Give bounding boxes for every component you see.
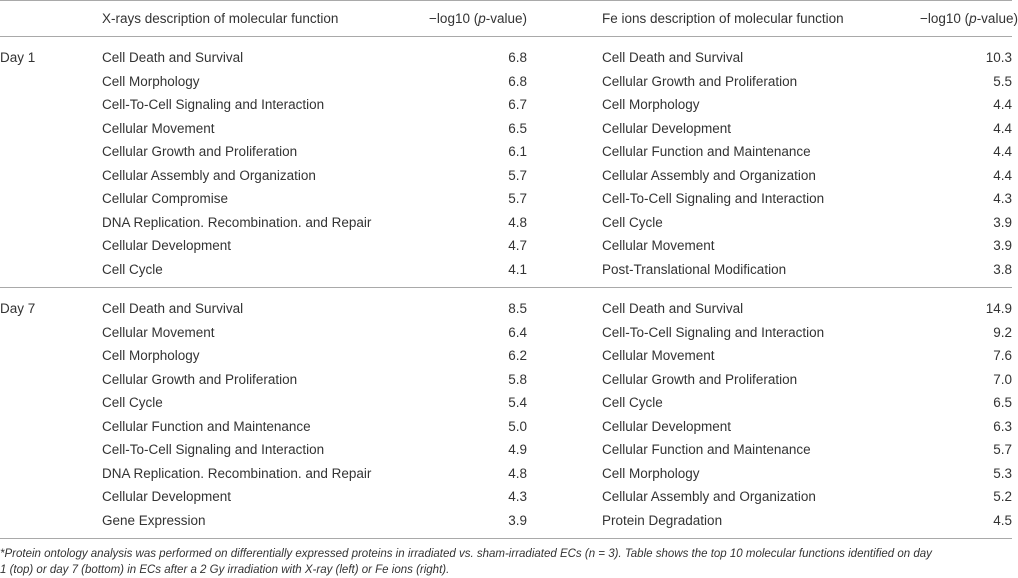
xray-function-cell: Cellular Compromise [102,191,229,207]
fe-value-cell: 4.4 [993,97,1012,113]
fe-function-cell: Cellular Growth and Proliferation [602,73,798,89]
fe-function-cell: Post-Translational Modification [602,261,787,277]
header-xray-value-text: −log10 (p-value) [429,11,527,26]
day-group [0,288,1012,539]
footnote-line-1: *Protein ontology analysis was performed on differentially expressed proteins in irradiated vs. sham-irradiated ECs (n = 3). Table shows the top 10 molecular functions identified on day [0,548,932,560]
xray-function-cell: Cellular Assembly and Organization [102,167,316,183]
day-group [0,37,1012,288]
day-label-cell [0,509,102,539]
fe-function-cell: Protein Degradation [602,512,723,528]
day-label-cell [0,438,102,462]
fe-function-cell: Cellular Assembly and Organization [602,489,816,505]
table-row [0,37,1012,70]
xray-value-cell: 4.7 [508,238,527,254]
day-label-cell [0,258,102,288]
xray-function-cell: DNA Replication. Recombination. and Repair [102,465,372,481]
day-label-cell [0,485,102,509]
table-row [0,391,1012,415]
xray-function-cell: Cellular Growth and Proliferation [102,371,298,387]
xray-function-cell: Cellular Growth and Proliferation [102,144,298,160]
spacer-cell [527,288,602,321]
day-label-cell [0,234,102,258]
spacer-cell [527,391,602,415]
xray-value-cell: 6.8 [508,73,527,89]
fe-function-cell: Cell Cycle [602,214,663,230]
header-xray-value [417,1,527,37]
fe-value-cell: 4.4 [993,144,1012,160]
day-label-cell [0,368,102,392]
day-label-cell [0,117,102,141]
day-label-cell [0,164,102,188]
fe-value-cell: 6.3 [993,418,1012,434]
fe-value-cell: 3.9 [993,238,1012,254]
table-footnote [0,546,1012,578]
xray-value-cell: 6.7 [508,97,527,113]
table-row [0,288,1012,321]
xray-value-cell: 5.7 [508,167,527,183]
xray-value-cell: 8.5 [508,301,527,317]
fe-function-cell: Cell-To-Cell Signaling and Interaction [602,191,825,207]
table-row [0,485,1012,509]
xray-function-cell: DNA Replication. Recombination. and Repair [102,214,372,230]
fe-value-cell: 7.0 [993,371,1012,387]
spacer-cell [527,438,602,462]
fe-value-cell: 4.4 [993,167,1012,183]
table-row [0,438,1012,462]
spacer-cell [527,234,602,258]
spacer-cell [527,117,602,141]
day-label-cell [0,93,102,117]
table-row [0,140,1012,164]
fe-value-cell: 4.3 [993,191,1012,207]
xray-function-cell: Cell-To-Cell Signaling and Interaction [102,442,325,458]
day-label-cell [0,187,102,211]
day-label-cell [0,415,102,439]
table-row [0,117,1012,141]
xray-value-cell: 6.4 [508,324,527,340]
fe-value-cell: 4.5 [993,512,1012,528]
header-fe-value [920,1,1018,37]
xray-function-cell: Cell-To-Cell Signaling and Interaction [102,97,325,113]
table-row [0,509,1012,539]
fe-value-cell: 5.7 [993,442,1012,458]
fe-value-cell: 3.9 [993,214,1012,230]
fe-function-cell: Cellular Function and Maintenance [602,144,811,160]
xray-value-cell: 5.4 [508,395,527,411]
xray-value-cell: 4.9 [508,442,527,458]
fe-function-cell: Cellular Assembly and Organization [602,167,816,183]
header-spacer [527,1,602,37]
spacer-cell [527,140,602,164]
xray-function-cell: Cell Death and Survival [102,50,244,66]
table-row [0,258,1012,288]
xray-value-cell: 6.5 [508,120,527,136]
fe-function-cell: Cell-To-Cell Signaling and Interaction [602,324,825,340]
spacer-cell [527,187,602,211]
xray-function-cell: Gene Expression [102,512,206,528]
header-xray-function: X-rays description of molecular function [102,1,417,37]
fe-value-cell: 14.9 [985,301,1012,317]
spacer-cell [527,37,602,70]
spacer-cell [527,344,602,368]
fe-function-cell: Cellular Function and Maintenance [602,442,811,458]
header-fe-function: Fe ions description of molecular function [602,1,920,37]
fe-function-cell: Cell Death and Survival [602,301,744,317]
fe-value-cell: 10.3 [985,50,1012,66]
xray-value-cell: 6.1 [508,144,527,160]
fe-value-cell: 7.6 [993,348,1012,364]
xray-function-cell: Cell Morphology [102,73,200,89]
xray-value-cell: 4.1 [508,261,527,277]
spacer-cell [527,211,602,235]
xray-function-cell: Cellular Movement [102,324,215,340]
fe-function-cell: Cellular Development [602,120,732,136]
xray-value-cell: 3.9 [508,512,527,528]
footnote-line-2: 1 (top) or day 7 (bottom) in ECs after a 2 Gy irradiation with X-ray (left) or Fe ions (right). [0,564,450,576]
table-row [0,164,1012,188]
fe-value-cell: 5.2 [993,489,1012,505]
xray-function-cell: Cell Cycle [102,395,163,411]
table-header-row [0,1,1012,37]
fe-value-cell: 9.2 [993,324,1012,340]
xray-value-cell: 6.2 [508,348,527,364]
fe-function-cell: Cellular Movement [602,348,715,364]
fe-value-cell: 5.3 [993,465,1012,481]
fe-function-cell: Cell Morphology [602,465,700,481]
spacer-cell [527,509,602,539]
table-row [0,368,1012,392]
xray-function-cell: Cellular Development [102,238,232,254]
table-row [0,321,1012,345]
spacer-cell [527,321,602,345]
spacer-cell [527,368,602,392]
fe-function-cell: Cellular Development [602,418,732,434]
fe-function-cell: Cellular Growth and Proliferation [602,371,798,387]
xray-function-cell: Cell Cycle [102,261,163,277]
day-label-cell [0,391,102,415]
xray-value-cell: 5.7 [508,191,527,207]
header-fe-value-text: −log10 (p-value) [920,11,1018,26]
table-row [0,344,1012,368]
table-row [0,93,1012,117]
day-label-cell [0,211,102,235]
spacer-cell [527,462,602,486]
day-label-cell: Day 7 [0,301,36,317]
fe-value-cell: 4.4 [993,120,1012,136]
spacer-cell [527,415,602,439]
xray-function-cell: Cellular Movement [102,120,215,136]
table-row [0,187,1012,211]
fe-function-cell: Cellular Movement [602,238,715,254]
spacer-cell [527,258,602,288]
xray-value-cell: 5.8 [508,371,527,387]
day-label-cell [0,70,102,94]
xray-value-cell: 6.8 [508,50,527,66]
xray-function-cell: Cellular Function and Maintenance [102,418,311,434]
xray-function-cell: Cell Death and Survival [102,301,244,317]
fe-function-cell: Cell Cycle [602,395,663,411]
table-row [0,415,1012,439]
fe-value-cell: 3.8 [993,261,1012,277]
fe-function-cell: Cell Morphology [602,97,700,113]
xray-value-cell: 4.3 [508,489,527,505]
spacer-cell [527,93,602,117]
day-label-cell [0,462,102,486]
day-label-cell [0,344,102,368]
fe-value-cell: 6.5 [993,395,1012,411]
spacer-cell [527,164,602,188]
xray-value-cell: 5.0 [508,418,527,434]
fe-function-cell: Cell Death and Survival [602,50,744,66]
spacer-cell [527,485,602,509]
xray-value-cell: 4.8 [508,214,527,230]
spacer-cell [527,70,602,94]
table-row [0,211,1012,235]
table-row [0,234,1012,258]
table-row [0,462,1012,486]
day-label-cell: Day 1 [0,50,36,66]
xray-function-cell: Cell Morphology [102,348,200,364]
xray-function-cell: Cellular Development [102,489,232,505]
day-label-cell [0,321,102,345]
xray-value-cell: 4.8 [508,465,527,481]
header-day [0,1,102,37]
table-row [0,70,1012,94]
fe-value-cell: 5.5 [993,73,1012,89]
day-label-cell [0,140,102,164]
